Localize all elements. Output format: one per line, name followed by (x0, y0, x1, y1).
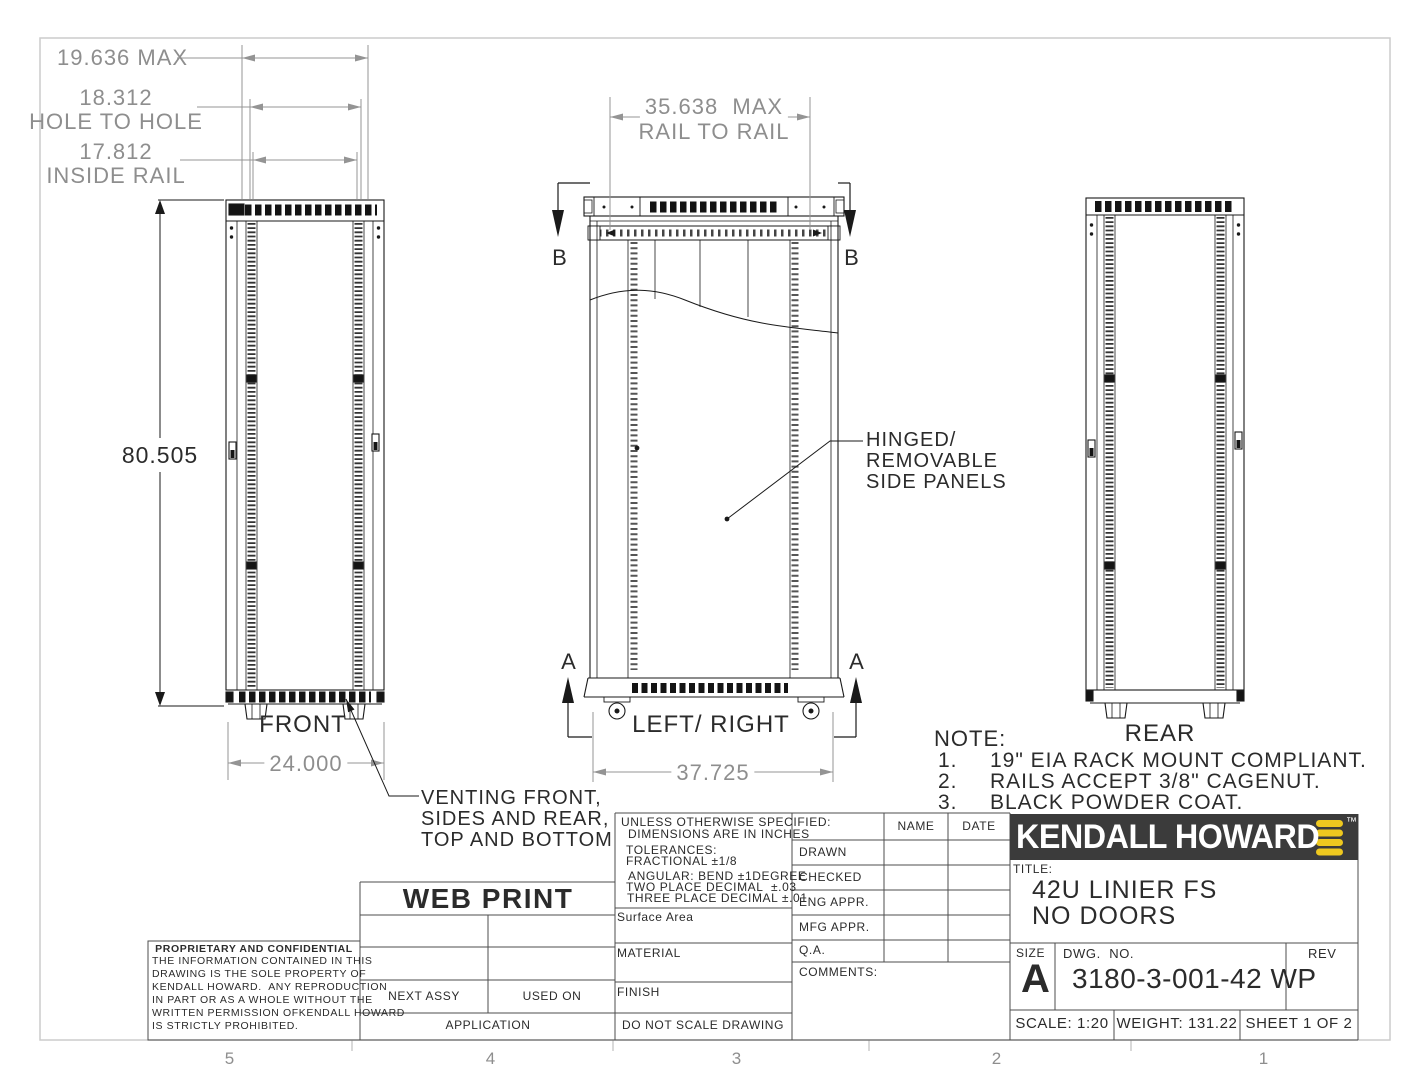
section-a-label-right: A (849, 649, 865, 674)
spec-line-0: UNLESS OTHERWISE SPECIFIED: (621, 815, 832, 829)
zone-number-1: 1 (1258, 1049, 1270, 1068)
brand-tm-mark: ™ (1346, 816, 1358, 828)
section-a-label-left: A (561, 649, 577, 674)
rear-leveling-feet (1105, 703, 1225, 718)
dim-hole-label: HOLE TO HOLE (29, 109, 203, 134)
front-width-dimensions (177, 45, 368, 199)
spec-line-1: DIMENSIONS ARE IN INCHES (628, 827, 810, 841)
used-on-label: USED ON (522, 989, 582, 1003)
approval-name-header: NAME (897, 819, 935, 833)
proprietary-line-2: KENDALL HOWARD. ANY REPRODUCTION (152, 981, 388, 993)
note-item-3-num: 3. (938, 791, 958, 814)
proprietary-line-1: DRAWING IS THE SOLE PROPERTY OF (152, 968, 367, 980)
note-item-2-num: 2. (938, 770, 958, 793)
venting-callout-line3: TOP AND BOTTOM (421, 829, 613, 851)
dim-rail-value: 35.638 MAX (640, 95, 788, 118)
dwg-no-value: 3180-3-001-42 WP (1072, 963, 1317, 994)
proprietary-line-4: WRITTEN PERMISSION OFKENDALL HOWARD (152, 1007, 405, 1019)
front-view-label: FRONT (259, 711, 347, 738)
zone-number-4: 4 (485, 1049, 497, 1068)
approval-row-qa: Q.A. (799, 943, 826, 957)
note-item-2-text: RAILS ACCEPT 3/8" CAGENUT. (990, 770, 1321, 793)
do-not-scale-label: DO NOT SCALE DRAWING (621, 1018, 785, 1032)
spec-line-5: TWO PLACE DECIMAL ±.03 (626, 880, 797, 894)
hinged-callout-line3: SIDE PANELS (866, 471, 1007, 493)
dwg-no-label: DWG. NO. (1063, 946, 1135, 961)
comments-label: COMMENTS: (799, 965, 878, 979)
application-label: APPLICATION (445, 1018, 531, 1032)
section-b-label-right: B (844, 245, 860, 270)
section-b-label-left: B (552, 245, 568, 270)
approval-date-header: DATE (962, 819, 996, 833)
title-label: TITLE: (1013, 862, 1053, 876)
note-title: NOTE: (934, 726, 1007, 751)
proprietary-line-0: THE INFORMATION CONTAINED IN THIS (152, 955, 373, 967)
note-item-1-num: 1. (938, 749, 958, 772)
dim-front-width: 24.000 (264, 752, 347, 775)
hinged-callout-line1: HINGED/ (866, 429, 957, 451)
surface-area-label: Surface Area (617, 910, 694, 924)
title-line1: 42U LINIER FS (1032, 876, 1218, 904)
proprietary-line-5: IS STRICTLY PROHIBITED. (152, 1020, 299, 1032)
rev-label: REV (1308, 946, 1337, 961)
size-label: SIZE (1016, 946, 1046, 960)
spec-line-4: ANGULAR: BEND ±1DEGREE (628, 869, 807, 883)
dim-rail-label: RAIL TO RAIL (634, 120, 795, 143)
dim-side-depth: 37.725 (671, 761, 754, 784)
zone-number-2: 2 (991, 1049, 1003, 1068)
rear-view-label: REAR (1124, 720, 1196, 747)
front-view-drawing (226, 200, 384, 719)
note-item-1-text: 19" EIA RACK MOUNT COMPLIANT. (990, 749, 1367, 772)
zone-number-3: 3 (731, 1049, 743, 1068)
hinged-callout-line2: REMOVABLE (866, 450, 998, 472)
web-print-stamp: WEB PRINT (402, 883, 574, 914)
dim-inside-label: INSIDE RAIL (46, 163, 186, 188)
spec-line-2: TOLERANCES: (626, 843, 718, 857)
note-item-3-text: BLACK POWDER COAT. (990, 791, 1244, 814)
venting-callout-line1: VENTING FRONT, (421, 787, 602, 809)
approval-row-drawn: DRAWN (799, 845, 847, 859)
approval-row-checked: CHECKED (799, 870, 862, 884)
dim-hole-value: 18.312 (79, 85, 153, 110)
scale-value: SCALE: 1:20 (1015, 1015, 1109, 1032)
size-value: A (1021, 957, 1050, 1001)
material-label: MATERIAL (617, 946, 681, 960)
dim-inside-value: 17.812 (79, 139, 153, 164)
sheet-value: SHEET 1 OF 2 (1245, 1015, 1353, 1032)
next-assy-label: NEXT ASSY (388, 989, 460, 1003)
venting-callout-line2: SIDES AND REAR, (421, 808, 610, 830)
weight-value: WEIGHT: 131.22 (1116, 1015, 1238, 1032)
finish-label: FINISH (617, 985, 660, 999)
venting-leader-line (346, 699, 419, 796)
spec-line-3: FRACTIONAL ±1/8 (626, 854, 738, 868)
zone-number-5: 5 (224, 1049, 236, 1068)
side-view-drawing (584, 197, 844, 719)
approval-row-mfg-appr: MFG APPR. (799, 920, 870, 934)
title-line2: NO DOORS (1032, 902, 1177, 930)
dim-max-width: 19.636 MAX (57, 45, 189, 70)
proprietary-heading: PROPRIETARY AND CONFIDENTIAL (155, 943, 353, 955)
brand-logo-text: KENDALL HOWARD (1016, 818, 1320, 856)
rear-view-drawing (1086, 198, 1244, 718)
proprietary-line-3: IN PART OR AS A WHOLE WITHOUT THE (152, 994, 373, 1006)
spec-line-6: THREE PLACE DECIMAL ±.01 (627, 891, 808, 905)
approval-row-eng-appr: ENG APPR. (799, 895, 870, 909)
side-view-label: LEFT/ RIGHT (632, 711, 790, 738)
dim-height: 80.505 (117, 443, 203, 467)
